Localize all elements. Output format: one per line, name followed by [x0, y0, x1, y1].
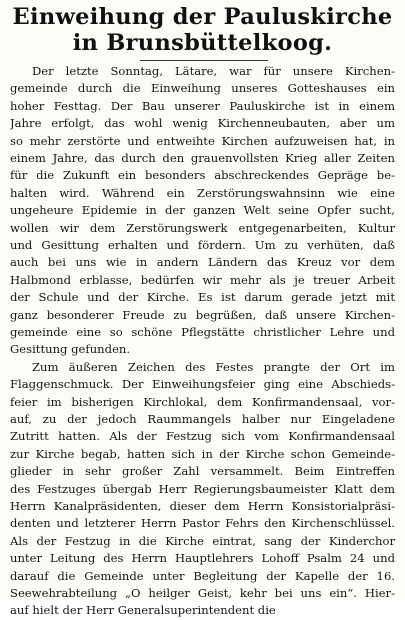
text-line-content: gemeinde durch die Einweihung unseres Gotteshauses ein [10, 81, 395, 96]
text-line [0, 584, 405, 603]
text-line-content: Als der Festzug in die Kirche eintrat, sang der Kinderchor [10, 533, 395, 548]
text-line-content: halten wird. Während ein Zerstörungswahnsinn wie eine [10, 185, 395, 200]
text-line [0, 532, 405, 551]
text-line [0, 79, 405, 98]
text-line-content: auch bei uns wie in andern Ländern das Kreuz vor dem [10, 255, 395, 270]
text-line-content: Seewehrabteilung „O heilger Geist, kehr bei uns ein“. Hier- [10, 586, 395, 600]
text-line [0, 340, 405, 359]
text-line-content: gemeinde eine so schöne Pflegstätte christlicher Lehre und [10, 325, 395, 339]
text-line-content: Zum äußeren Zeichen des Festes prangte der Ort im [32, 359, 395, 374]
text-line [0, 306, 405, 325]
text-line-content: darauf die Gemeinde unter Begleitung der Kapelle der 16. [10, 568, 395, 583]
text-line [0, 480, 405, 499]
text-line-content: einem Jahre, das durch den grauenvollsten Krieg aller Zeiten [10, 151, 395, 165]
text-line-content: zur Kirche begab, hatten sich in der Kirche schon Gemeinde- [10, 446, 395, 461]
text-line [0, 184, 405, 203]
text-line-content: Gesittung gefunden. [10, 342, 131, 357]
text-line [0, 497, 405, 516]
text-line [0, 601, 405, 620]
text-line [0, 375, 405, 394]
text-line [0, 427, 405, 446]
text-line-content: ungeheure Epidemie in der ganzen Welt seine Opfer sucht, [10, 203, 395, 218]
text-line-content: Zutritt hatten. Als der Festzug sich vom Konfirmandensaal [10, 429, 395, 444]
text-line-content: Flaggenschmuck. Der Einweihungsfeier ging eine Abschieds- [10, 377, 395, 392]
text-line [0, 114, 405, 133]
text-line [0, 462, 405, 481]
text-line [0, 358, 405, 377]
text-line [0, 166, 405, 185]
text-line [0, 62, 405, 81]
text-line-content: hoher Festtag. Der Bau unserer Pauluskirche ist in einem [10, 98, 395, 113]
text-line [0, 149, 405, 168]
text-line-content: wollen wir dem Zerstörungswerk entgegenarbeiten, Kultur [10, 220, 395, 235]
text-line-content: auf, zu der jedoch Raummangels halber nur Eingeladene [10, 412, 395, 426]
text-line [0, 445, 405, 464]
text-line [0, 288, 405, 307]
text-line-content: so mehr zerstörte und entweihte Kirchen aufzuweisen hat, in [10, 133, 395, 148]
headline-divider [140, 60, 268, 61]
text-line [0, 201, 405, 220]
text-line-content: und Gesittung erhalten und fördern. Um zu verhüten, daß [10, 238, 395, 252]
text-line [0, 410, 405, 429]
text-line-content: Der letzte Sonntag, Lätare, war für unsere Kirchen- [32, 64, 395, 78]
headline-line-1: Einweihung der Pauluskirche [12, 4, 393, 30]
text-line-content: für die Zukunft ein besonders abschreckendes Gepräge be- [10, 168, 395, 183]
text-line-content: Halbmond erblasse, bedürfen wir mehr als je treuer Arbeit [10, 272, 395, 287]
text-line-content: auf hielt der Herr Generalsuperintendent die [10, 603, 276, 618]
text-line-content: des Festzuges übergab Herr Regierungsbaumeister Klatt dem [10, 481, 395, 496]
text-line [0, 514, 405, 533]
text-line [0, 549, 405, 568]
text-line-content: ganz besonderer Freude zu begrüßen, daß unsere Kirchen- [10, 307, 395, 322]
text-line-content: unter Leitung des Herrn Hauptlehrers Lohoff Psalm 24 und [10, 551, 395, 566]
text-line-content: der Schule und der Kirche. Es ist darum gerade jetzt mit [10, 290, 395, 305]
text-line-content: glieder in sehr großer Zahl versammelt. Beim Eintreffen [10, 464, 395, 479]
text-line [0, 393, 405, 412]
text-line-content: Jahre erfolgt, das wohl wenig Kirchenneubauten, aber um [10, 116, 395, 131]
text-line [0, 323, 405, 342]
headline-line-2: in Brunsbüttelkoog. [72, 30, 333, 56]
text-line-content: denten und letzterer Herrn Pastor Fehrs den Kirchenschlüssel. [10, 516, 395, 531]
text-line [0, 219, 405, 238]
text-line [0, 253, 405, 272]
text-line [0, 567, 405, 586]
text-line [0, 236, 405, 255]
text-line [0, 97, 405, 116]
text-line-content: Herrn Kanalpräsidenten, dieser dem Herrn Konsistorialpräsi- [10, 499, 395, 513]
text-line [0, 271, 405, 290]
text-line-content: feier im bisherigen Kirchlokal, dem Konfirmandensaal, vor- [10, 394, 395, 409]
text-line [0, 132, 405, 151]
